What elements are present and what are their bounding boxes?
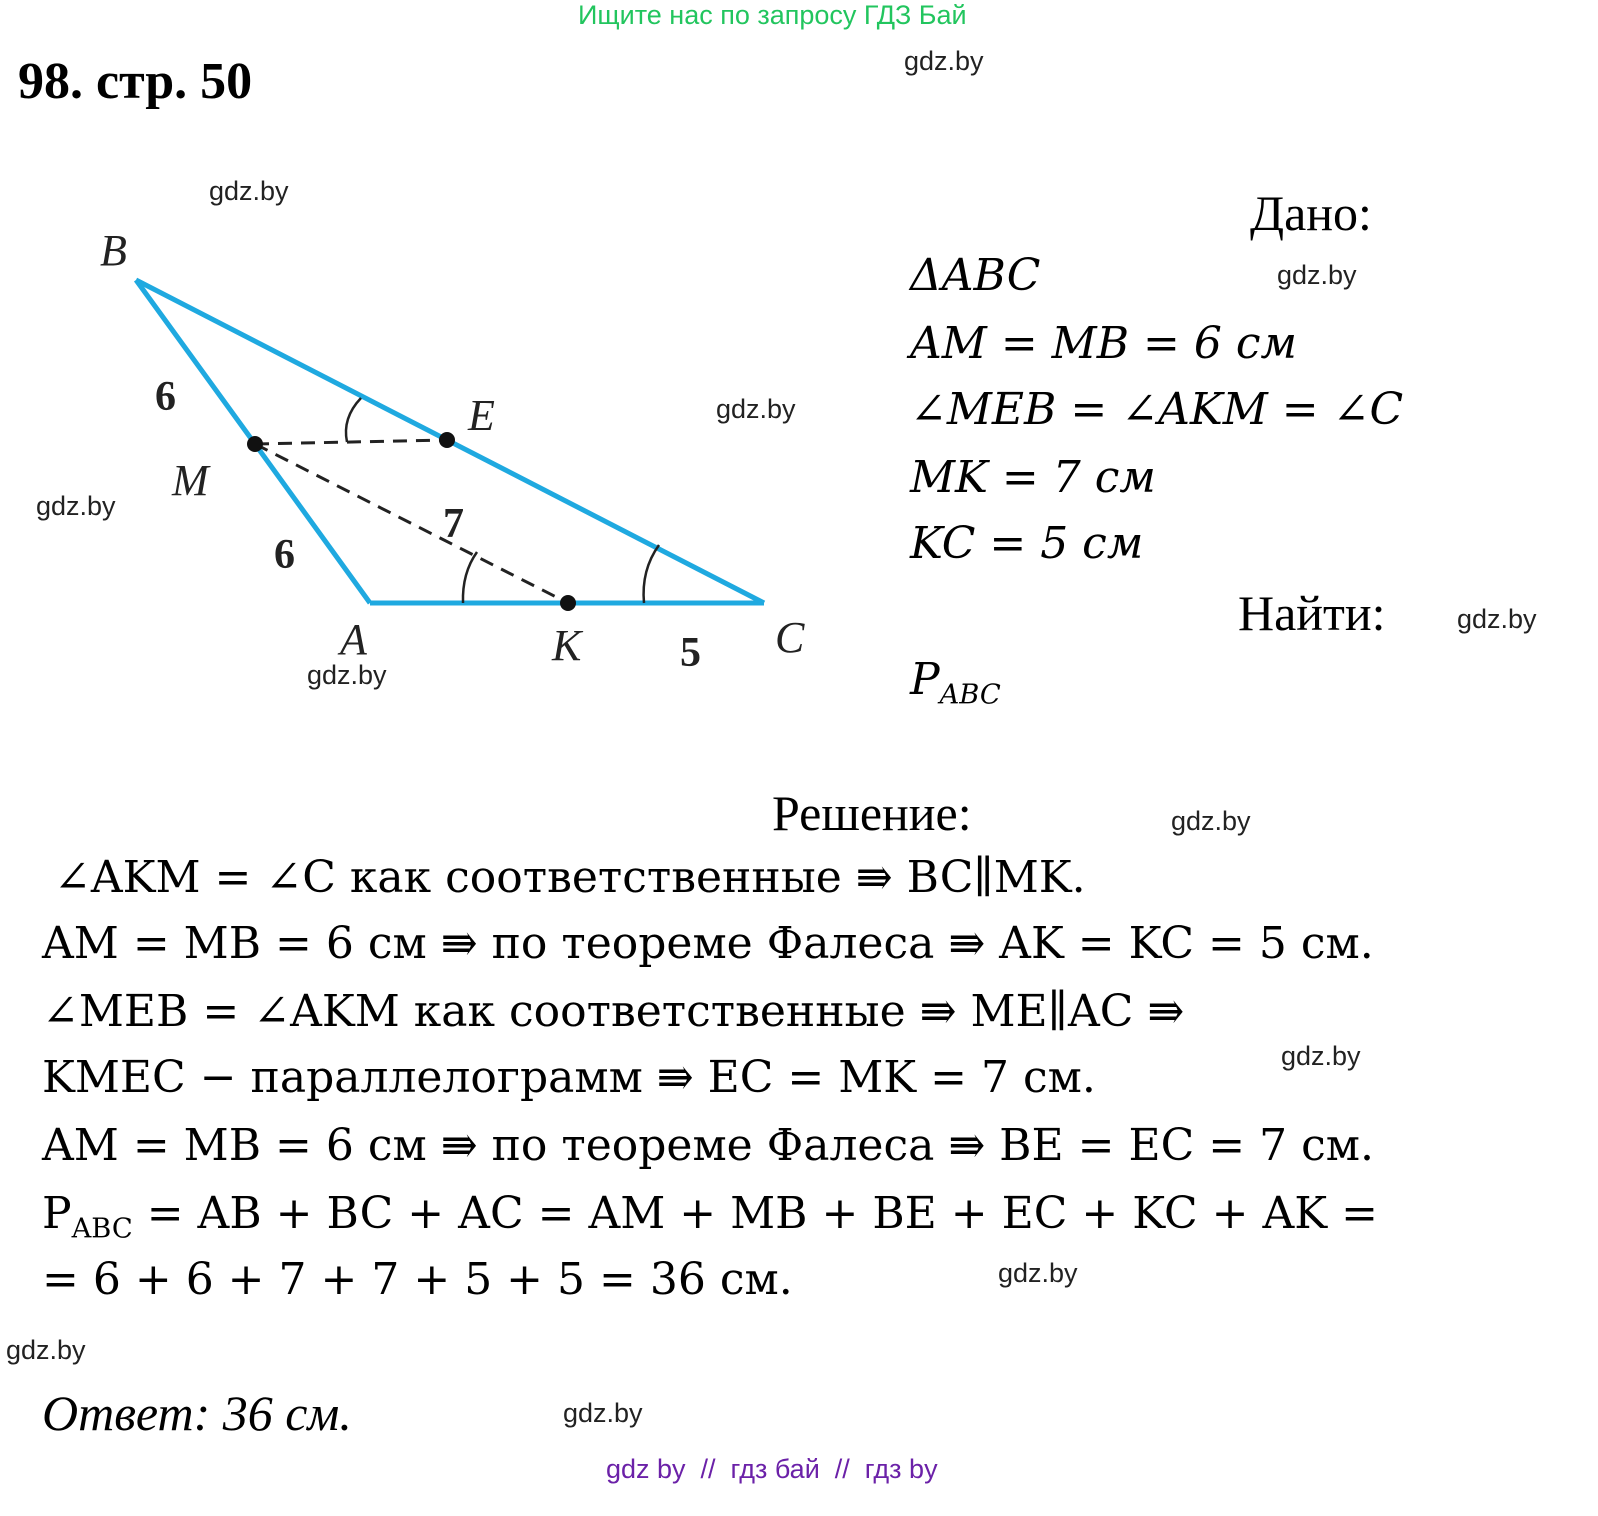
length-mk: 7 (443, 501, 464, 547)
watermark: gdz.by (563, 1398, 643, 1428)
point-m (247, 436, 263, 452)
footer-links: gdz by // гдз бай // гдз by (606, 1454, 938, 1484)
answer: Ответ: 36 см. (42, 1385, 352, 1441)
label-m: M (172, 456, 209, 505)
watermark: gdz.by (716, 394, 796, 424)
label-c: C (775, 613, 805, 662)
angle-arc-e (346, 398, 361, 442)
perimeter-result: = 6 + 6 + 7 + 7 + 5 + 5 = 36 см. (42, 1254, 793, 1305)
point-e (439, 432, 455, 448)
find-sub: ABC (939, 679, 1001, 711)
given-line: MK = 7 см (910, 452, 1156, 503)
angle-arc-k (463, 552, 477, 603)
length-am: 6 (274, 532, 295, 578)
angle-arc-c (644, 545, 659, 603)
watermark: gdz.by (307, 660, 387, 690)
find-value (910, 654, 1001, 711)
solution-heading: Решение: (772, 785, 972, 841)
length-kc: 5 (680, 630, 701, 676)
watermark: gdz.by (1171, 806, 1251, 836)
search-banner: Ищите нас по запросу ГДЗ Бай (578, 0, 967, 30)
watermark: gdz.by (1277, 260, 1357, 290)
page-title: 98. стр. 50 (18, 53, 253, 110)
label-a: A (340, 615, 367, 664)
find-p: P (910, 654, 940, 705)
points (247, 432, 576, 611)
perimeter-line (42, 1188, 1378, 1245)
label-b: B (100, 226, 127, 275)
solution-line: AM = MB = 6 см ⇛ по теореме Фалеса ⇛ BE = EC = 7 см. (42, 1120, 1374, 1171)
label-k: K (552, 621, 582, 670)
watermark: gdz.by (1457, 604, 1537, 634)
solution-line: AM = MB = 6 см ⇛ по теореме Фалеса ⇛ AK = KC = 5 см. (42, 918, 1374, 969)
perimeter-p: P (42, 1188, 72, 1239)
dashed-segments (255, 440, 568, 603)
watermark: gdz.by (209, 176, 289, 206)
watermark: gdz.by (36, 491, 116, 521)
watermark: gdz.by (998, 1258, 1078, 1288)
watermark: gdz.by (6, 1335, 86, 1365)
solution-line: KMEC − параллелограмм ⇛ EC = MK = 7 см. (42, 1052, 1096, 1103)
perimeter-sub: ABC (71, 1213, 133, 1245)
segment-me (255, 440, 447, 444)
given-line: ΔABC (910, 250, 1041, 301)
given-line: KC = 5 см (910, 518, 1144, 569)
label-e: E (468, 391, 495, 440)
watermark: gdz.by (904, 46, 984, 76)
perimeter-formula: = AB + BC + AC = AM + MB + BE + EC + KC + AK = (132, 1188, 1378, 1239)
length-mb: 6 (155, 374, 176, 420)
point-k (560, 595, 576, 611)
given-heading: Дано: (1250, 185, 1372, 241)
find-heading: Найти: (1238, 585, 1386, 641)
segment-mk (255, 444, 568, 603)
watermark: gdz.by (1281, 1041, 1361, 1071)
triangle-figure (0, 0, 860, 720)
given-line: AM = MB = 6 см (910, 318, 1297, 369)
angle-arcs (346, 398, 659, 603)
given-line: ∠MEB = ∠AKM = ∠C (910, 384, 1404, 435)
solution-line: ∠AKM = ∠C как соответственные ⇛ BC∥MK. (54, 852, 1086, 903)
solution-line: ∠MEB = ∠AKM как соответственные ⇛ ME∥AC ⇛ (42, 986, 1185, 1037)
